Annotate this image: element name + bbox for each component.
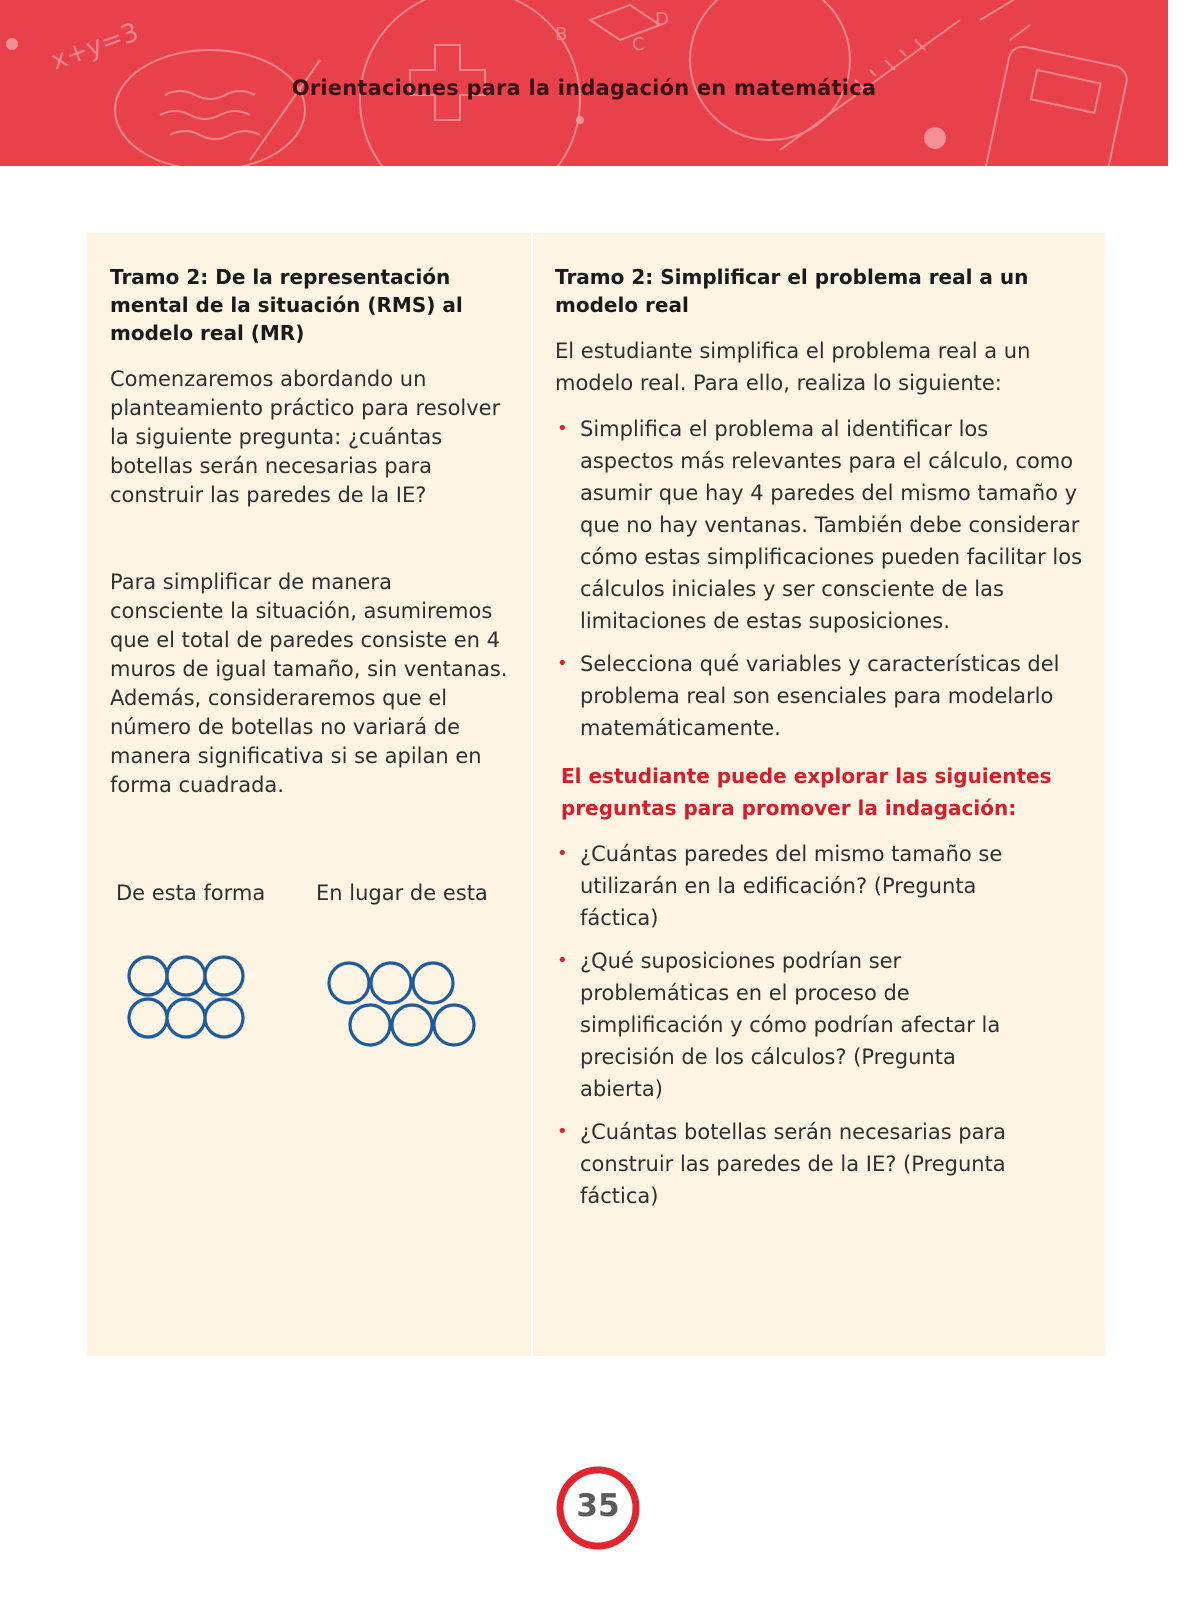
bullet-icon: • xyxy=(557,843,568,864)
svg-text:B: B xyxy=(555,24,568,45)
left-paragraph-intro: Comenzaremos abordando un planteamiento práctico para resolver la siguiente pregunta: ¿cuántas botellas serán necesarias para construir las paredes de la IE? xyxy=(110,367,501,507)
bottle-circle xyxy=(329,963,369,1003)
list-item: • ¿Qué suposiciones podrían ser problemáticas en el proceso de simplificación y cómo podrían afectar la precisión de los cálculos? (Pregunta abierta) xyxy=(555,945,1035,1105)
right-intro: El estudiante simplifica el problema real a un modelo real. Para ello, realiza lo siguiente: xyxy=(555,339,1031,395)
left-paragraph-assumptions: Para simplificar de manera consciente la situación, asumiremos que el total de paredes consiste en 4 muros de igual tamaño, sin ventanas. Además, consideraremos que el número de botellas no variará de manera significativa si se apilan en forma cuadrada. xyxy=(110,570,508,797)
simplification-steps-list xyxy=(555,413,1085,744)
svg-text:D: D xyxy=(655,9,669,30)
inquiry-questions-heading: El estudiante puede explorar las siguientes preguntas para promover la indagación: xyxy=(561,764,1052,820)
inquiry-questions-list xyxy=(555,838,1035,1212)
right-column xyxy=(533,233,1105,1356)
list-item: • Selecciona qué variables y características del problema real son esenciales para modelarlo matemáticamente. xyxy=(555,648,1085,744)
bullet-icon: • xyxy=(557,1121,568,1142)
bottle-circle xyxy=(434,1005,474,1045)
content-table xyxy=(87,233,1105,1356)
list-item: • ¿Cuántas paredes del mismo tamaño se utilizarán en la edificación? (Pregunta fáctica) xyxy=(555,838,1035,934)
bullet-icon: • xyxy=(557,950,568,971)
bottle-circle xyxy=(129,999,167,1037)
figure-label-hexagonal: En lugar de esta xyxy=(316,881,488,905)
header-banner xyxy=(0,0,1168,166)
list-item: • ¿Cuántas botellas serán necesarias para construir las paredes de la IE? (Pregunta fáctica) xyxy=(555,1116,1035,1212)
bottle-circle xyxy=(413,963,453,1003)
bottle-circle xyxy=(205,957,243,995)
bullet-icon: • xyxy=(557,653,568,674)
bullet-icon: • xyxy=(557,418,568,439)
left-column xyxy=(87,233,531,1356)
list-item: • Simplifica el problema al identificar los aspectos más relevantes para el cálculo, como asumir que hay 4 paredes del mismo tamaño y que no hay ventanas. También debe considerar cómo estas simplificaciones pueden facilitar los cálculos iniciales y ser consciente de las limitaciones de estas suposiciones. xyxy=(555,413,1085,637)
square-packing-diagram xyxy=(123,951,253,1046)
bottle-circle xyxy=(129,957,167,995)
page-header-title: Orientaciones para la indagación en matemática xyxy=(291,76,877,100)
bottle-circle xyxy=(167,957,205,995)
right-heading: Tramo 2: Simplificar el problema real a un modelo real xyxy=(555,265,1029,317)
bottle-circle xyxy=(205,999,243,1037)
svg-text:C: C xyxy=(632,34,645,55)
bottle-circle xyxy=(350,1005,390,1045)
page-number-badge xyxy=(554,1464,642,1552)
bottle-circle xyxy=(392,1005,432,1045)
bottle-circle xyxy=(371,963,411,1003)
left-heading: Tramo 2: De la representación mental de la situación (RMS) al modelo real (MR) xyxy=(110,265,463,345)
svg-text:x+y=3: x+y=3 xyxy=(47,17,143,77)
figure-label-square: De esta forma xyxy=(116,881,266,905)
page-number: 35 xyxy=(576,1488,620,1524)
staggered-packing-diagram xyxy=(323,955,483,1050)
bottle-circle xyxy=(167,999,205,1037)
